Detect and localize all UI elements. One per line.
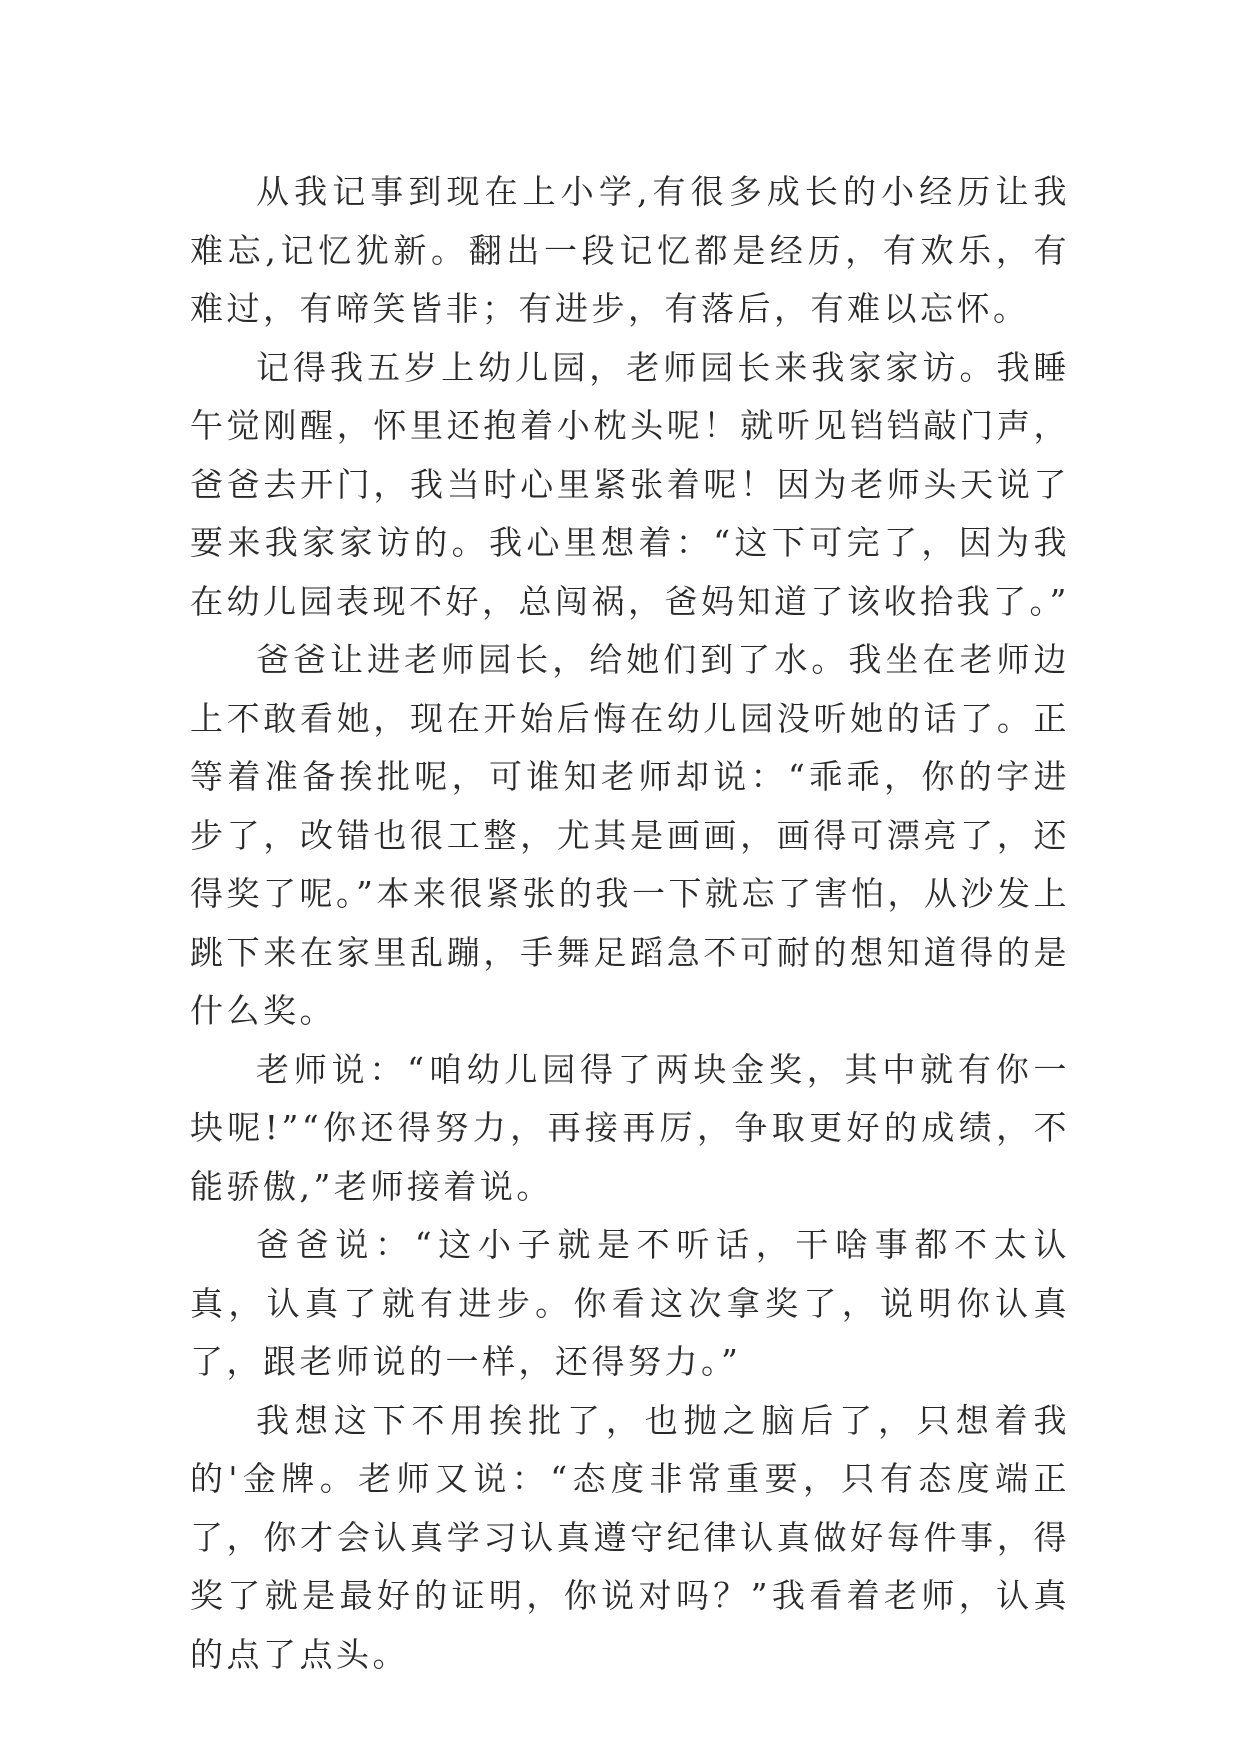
paragraph-3: 爸爸让进老师园长，给她们到了水。我坐在老师边上不敢看她，现在开始后悔在幼儿园没听她的话了。正等着准备挨批呢，可谁知老师却说：“乖乖，你的字进步了，改错也很工整，尤其是画画，画得可漂亮了，还得奖了呢。”本来很紧张的我一下就忘了害怕，从沙发上跳下来在家里乱蹦，手舞足蹈急不可耐的想知道得的是什么奖。: [190, 640, 1070, 1030]
paragraph-4: 老师说：“咱幼儿园得了两块金奖，其中就有你一块呢!”“你还得努力，再接再厉，争取更好的成绩，不能骄傲,”老师接着说。: [190, 1049, 1070, 1206]
paragraph-5: 爸爸说：“这小子就是不听话，干啥事都不太认真，认真了就有进步。你看这次拿奖了，说明你认真了，跟老师说的一样，还得努力。”: [190, 1225, 1070, 1381]
document-body: [190, 163, 1070, 1684]
paragraph-6: 我想这下不用挨批了，也抛之脑后了，只想着我的'金牌。老师又说：“态度非常重要，只有态度端正了，你才会认真学习认真遵守纪律认真做好每件事，得奖了就是最好的证明，你说对吗？”我看着老师，认真的点了点头。: [190, 1400, 1070, 1674]
paragraph-1: 从我记事到现在上小学,有很多成长的小经历让我难忘,记忆犹新。翻出一段记忆都是经历，有欢乐，有难过，有啼笑皆非；有进步，有落后，有难以忘怀。: [190, 172, 1070, 328]
paragraph-2: 记得我五岁上幼儿园，老师园长来我家家访。我睡午觉刚醒，怀里还抱着小枕头呢！就听见铛铛敲门声，爸爸去开门，我当时心里紧张着呢！因为老师头天说了要来我家家访的。我心里想着：“这下可完了，因为我在幼儿园表现不好，总闯祸，爸妈知道了该收拾我了。”: [190, 347, 1070, 621]
